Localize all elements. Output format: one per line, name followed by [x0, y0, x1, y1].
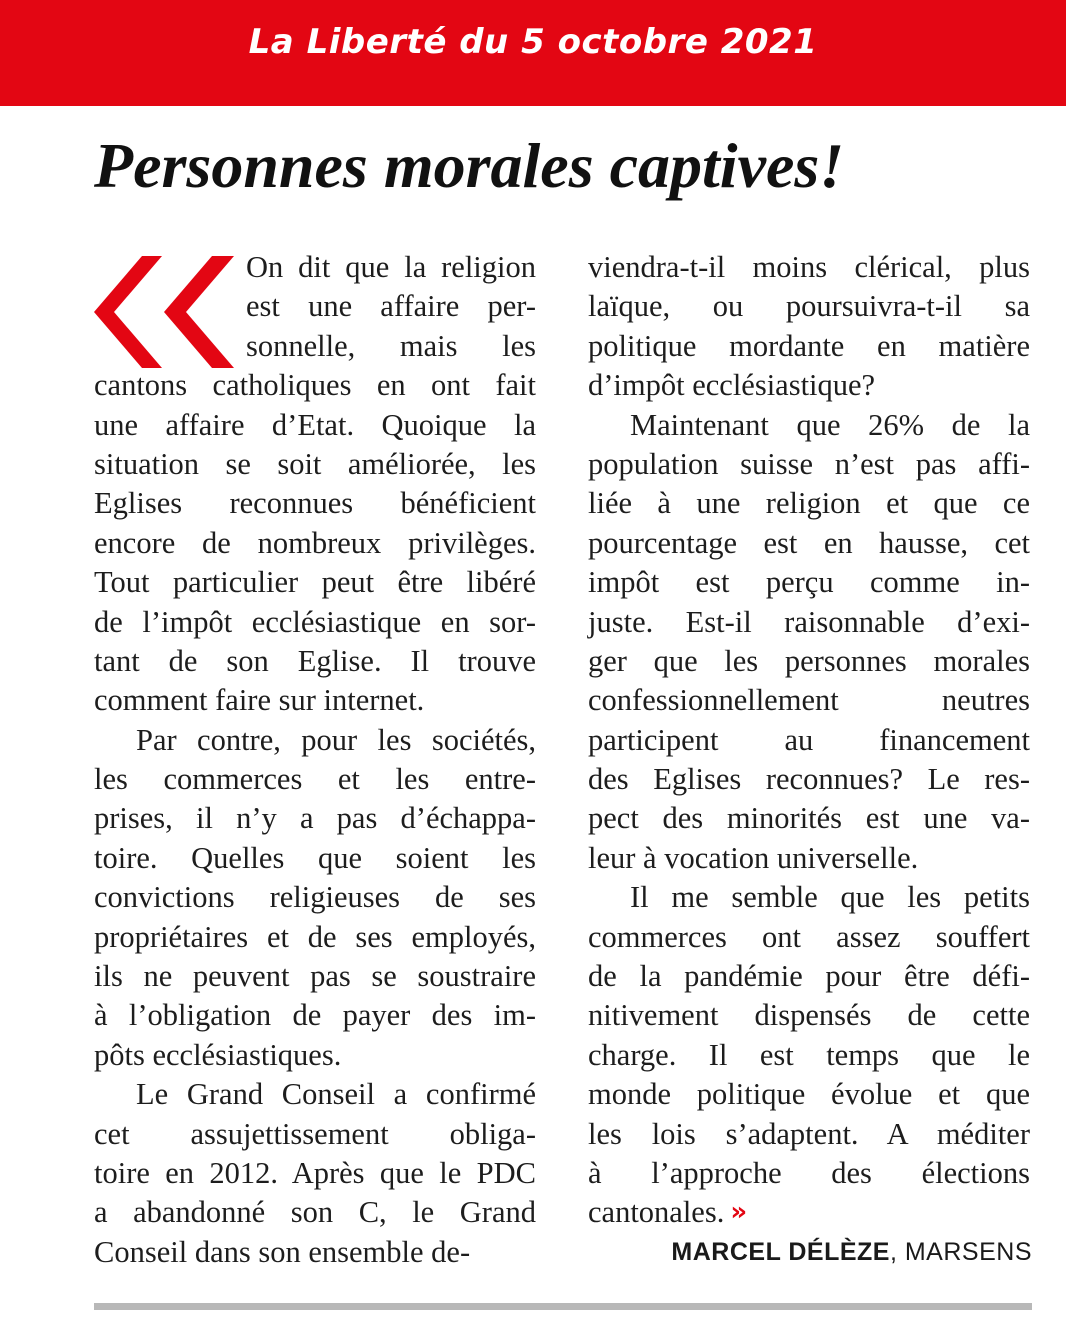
paragraph	[94, 1075, 536, 1272]
text-line: population suisse n’est pas affi-	[588, 446, 1030, 481]
text-line: cantons catholiques en ont fait	[94, 368, 536, 403]
text-line: toire. Quelles que soient les	[94, 840, 536, 875]
right-column	[588, 248, 1030, 1233]
text-line: comment faire sur internet.	[94, 683, 425, 718]
text-line: commerces ont assez souffert	[588, 919, 1030, 954]
left-column	[94, 248, 536, 1272]
text-line: viendra-t-il moins clérical, plus	[588, 250, 1030, 284]
text-line: Par contre, pour les sociétés,	[136, 722, 536, 757]
text-line: leur à vocation universelle.	[588, 840, 919, 875]
paragraph	[94, 721, 536, 1076]
closing-quote-icon: »	[730, 1197, 748, 1228]
text-line: On dit que la religion	[246, 250, 536, 284]
text-line: confessionnellement neutres	[588, 683, 1030, 718]
text-line: Maintenant que 26% de la	[630, 407, 1030, 442]
text-line: sonnelle, mais les	[246, 328, 536, 363]
article-headline: Personnes morales captives!	[94, 130, 845, 201]
text-line: charge. Il est temps que le	[588, 1037, 1030, 1072]
text-line: encore de nombreux privilèges.	[94, 525, 536, 560]
text-line: pourcentage est en hausse, cet	[588, 525, 1030, 560]
text-line: politique mordante en matière	[588, 328, 1030, 363]
text-line: Eglises reconnues bénéficient	[94, 486, 536, 521]
author-name: MARCEL DÉLÈZE	[671, 1238, 890, 1266]
text-line: les commerces et les entre-	[94, 762, 536, 797]
text-line: Tout particulier peut être libéré	[94, 565, 536, 600]
paragraph	[588, 248, 1030, 406]
text-line: de l’impôt ecclésiastique en sor-	[94, 604, 536, 639]
text-line: Conseil dans son ensemble de-	[94, 1234, 471, 1269]
text-line: de la pandémie pour être défi-	[588, 959, 1030, 994]
text-line: propriétaires et de ses employés,	[94, 919, 536, 954]
text-line: pect des minorités est une va-	[588, 801, 1030, 836]
text-line: d’impôt ecclésiastique?	[588, 368, 876, 403]
text-line: a abandonné son C, le Grand	[94, 1195, 536, 1230]
text-line: impôt est perçu comme in-	[588, 565, 1030, 600]
text-line: prises, il n’y a pas d’échappa-	[94, 801, 536, 836]
text-line: une affaire d’Etat. Quoique la	[94, 407, 536, 442]
text-line: Le Grand Conseil a confirmé	[136, 1077, 536, 1112]
paragraph	[588, 878, 1030, 1233]
text-line: laïque, ou poursuivra-t-il sa	[588, 289, 1030, 324]
closing-line	[588, 1193, 1030, 1232]
text-line: nitivement dispensés de cette	[588, 998, 1030, 1033]
text-line: ger que les personnes morales	[588, 643, 1030, 678]
text-line: cantonales.	[588, 1195, 725, 1230]
text-line: tant de son Eglise. Il trouve	[94, 643, 536, 678]
bottom-divider	[94, 1303, 1032, 1310]
text-line: à l’approche des élections	[588, 1155, 1030, 1190]
text-line: toire en 2012. Après que le PDC	[94, 1155, 536, 1190]
text-line: monde politique évolue et que	[588, 1077, 1030, 1112]
text-line: cet assujettissement obliga-	[94, 1116, 536, 1151]
text-line: à l’obligation de payer des im-	[94, 998, 536, 1033]
text-line: juste. Est-il raisonnable d’exi-	[588, 604, 1030, 639]
banner-title: La Liberté du 5 octobre 2021	[248, 22, 818, 62]
text-line: ils ne peuvent pas se soustraire	[94, 959, 536, 994]
text-line: les lois s’adaptent. A méditer	[588, 1116, 1030, 1151]
text-line: est une affaire per-	[246, 289, 536, 324]
text-line: convictions religieuses de ses	[94, 880, 536, 915]
author-location: , MARSENS	[889, 1238, 1032, 1266]
letter-signature	[671, 1238, 1032, 1267]
text-line: pôts ecclésiastiques.	[94, 1037, 342, 1072]
text-line: situation se soit améliorée, les	[94, 446, 536, 481]
text-line: des Eglises reconnues? Le res-	[588, 762, 1030, 797]
paragraph	[588, 406, 1030, 879]
header-banner	[0, 0, 1066, 106]
paragraph	[94, 248, 536, 721]
text-line: liée à une religion et que ce	[588, 486, 1030, 521]
text-line: participent au financement	[588, 722, 1030, 757]
text-line: Il me semble que les petits	[630, 880, 1030, 915]
